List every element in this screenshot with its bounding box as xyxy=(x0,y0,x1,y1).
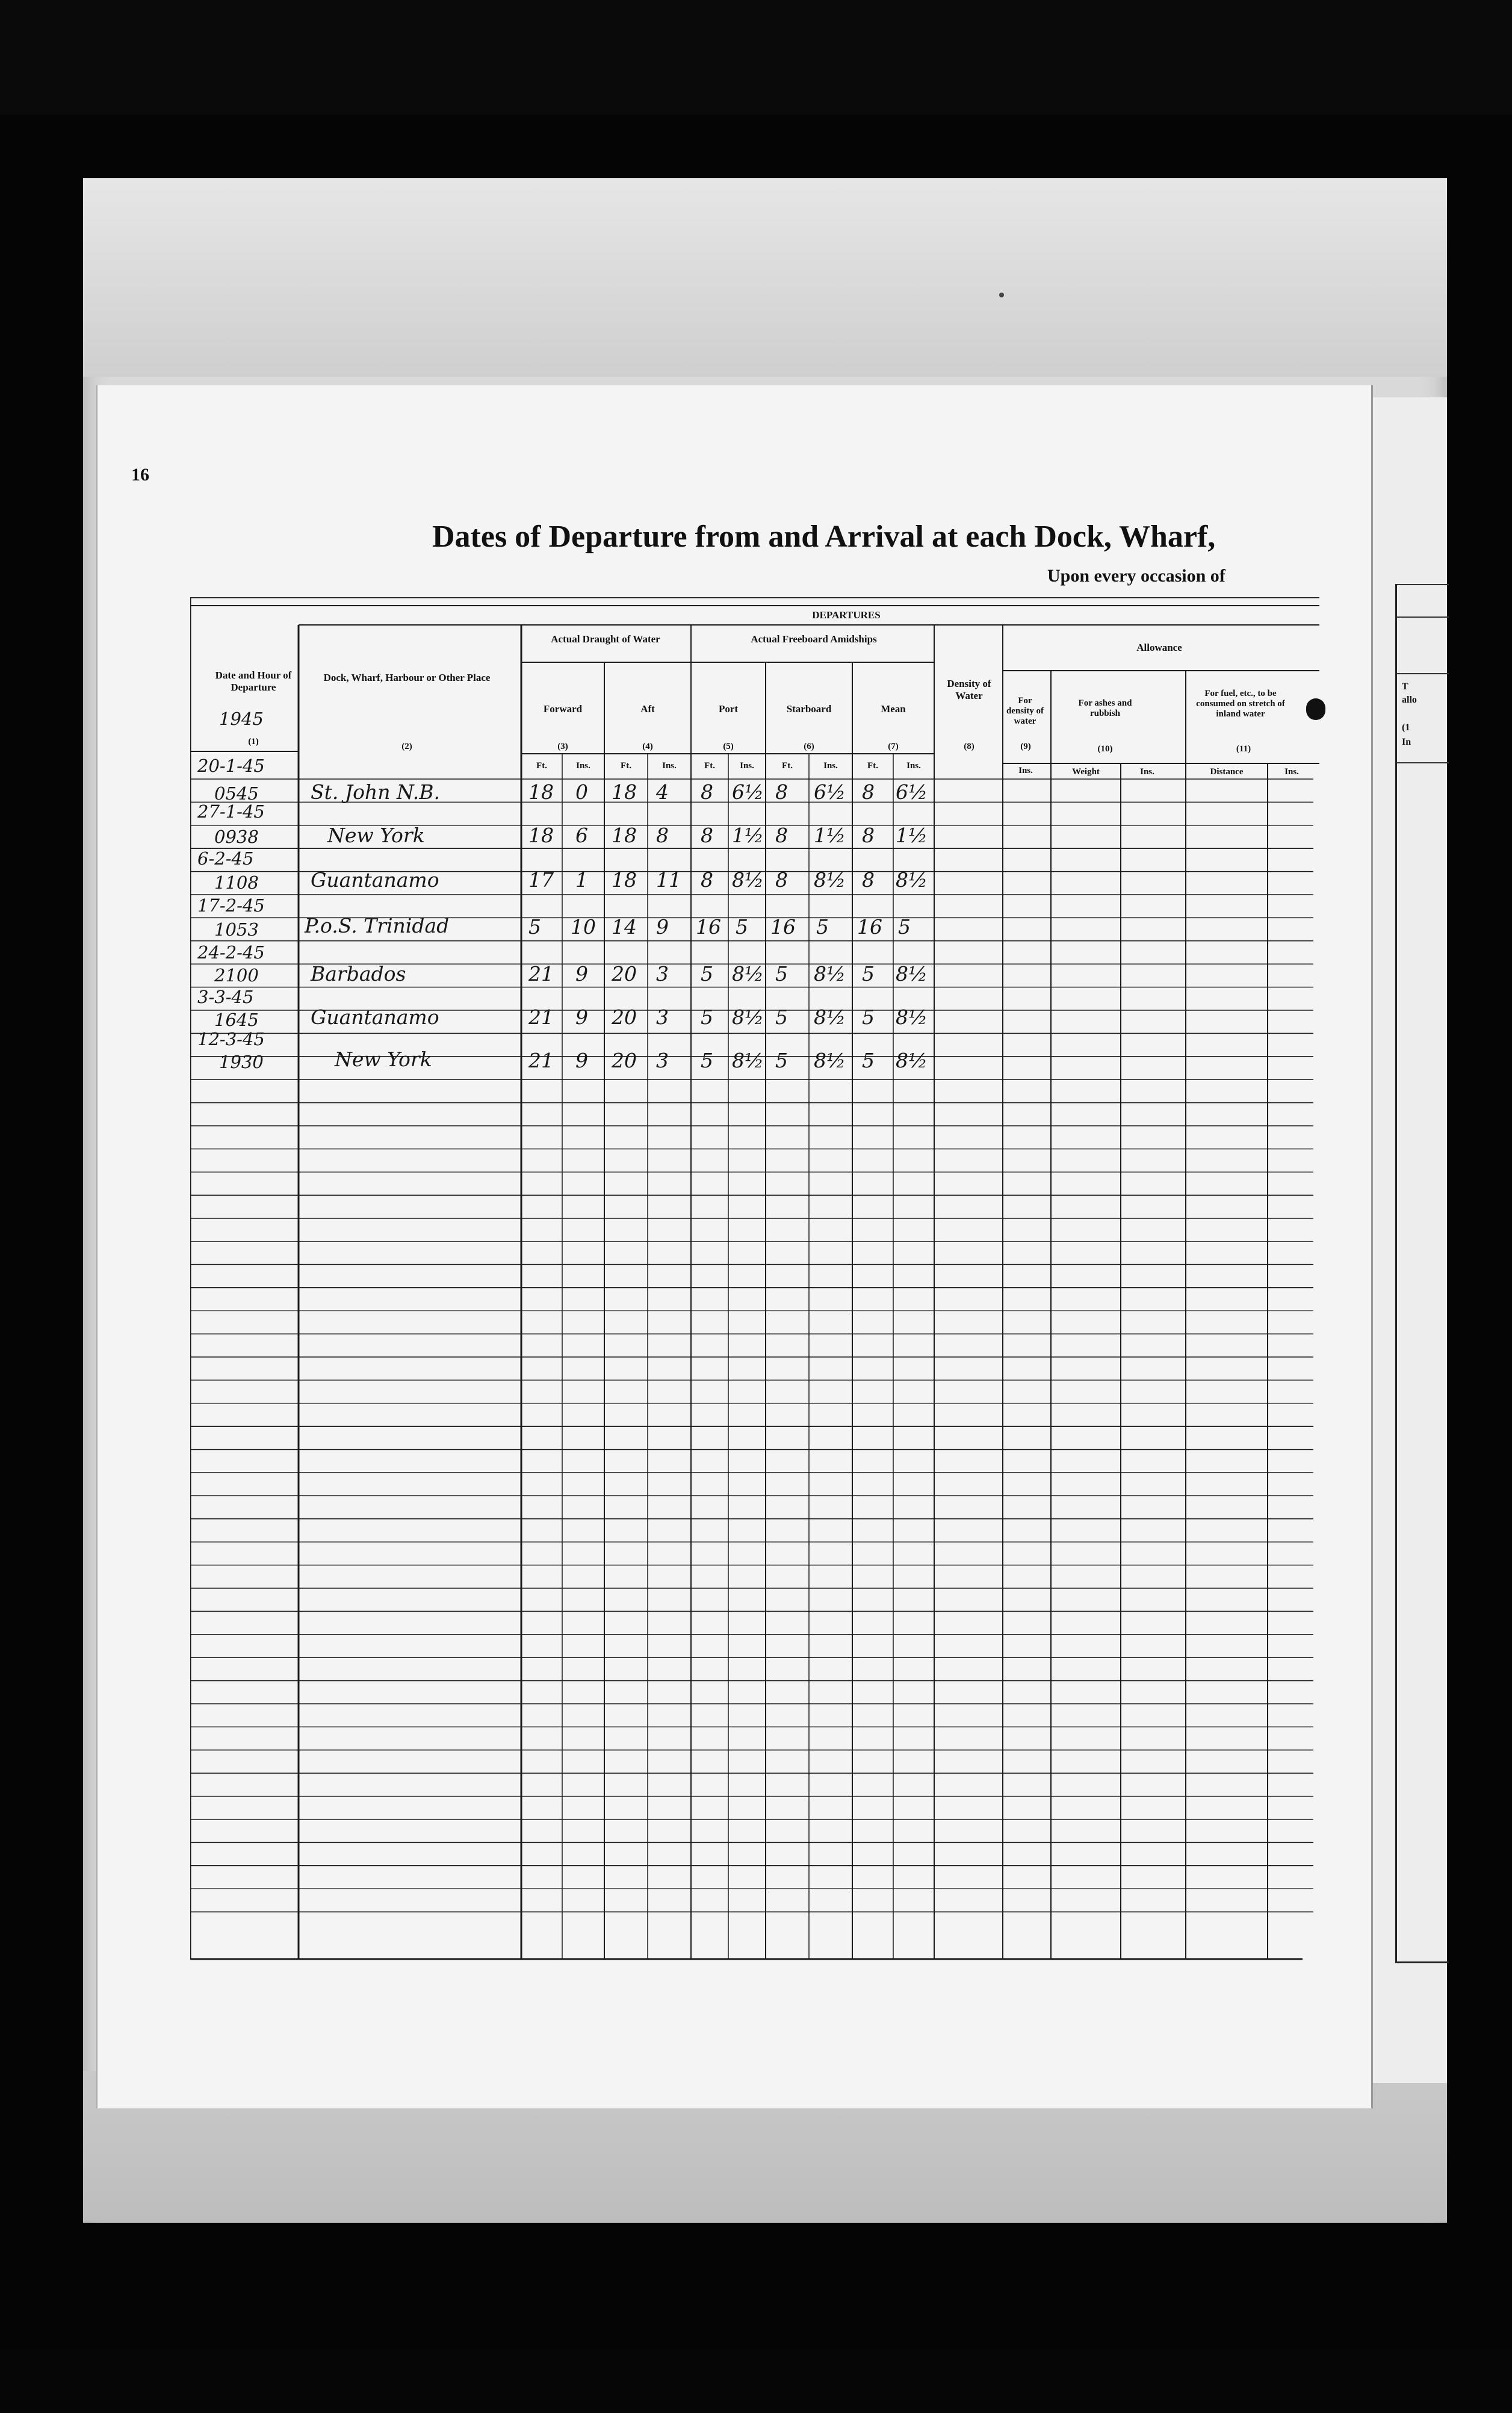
entry-date: 24-2-45 xyxy=(197,942,265,963)
entry-port-in: 8½ xyxy=(732,962,764,986)
entry-fwd-in: 9 xyxy=(575,962,588,986)
entry-stbd-in: 6½ xyxy=(814,780,846,804)
density-ins-label: Ins. xyxy=(1018,766,1033,775)
entry-port-ft: 8 xyxy=(701,780,713,804)
entry-port-in: 8½ xyxy=(732,1005,764,1029)
entry-time: 0545 xyxy=(214,783,259,804)
entry-time: 2100 xyxy=(214,965,259,986)
col-number-6: (6) xyxy=(804,742,814,751)
entry-port-in: 5 xyxy=(736,915,748,939)
entry-date: 20-1-45 xyxy=(197,756,265,776)
entry-mean-ft: 16 xyxy=(857,915,882,939)
entry-place: Guantanamo xyxy=(311,1005,439,1029)
departures-table xyxy=(190,597,1322,1970)
entry-aft-ft: 18 xyxy=(612,824,637,847)
entry-stbd-in: 8½ xyxy=(814,962,846,986)
entry-stbd-in: 8½ xyxy=(814,868,846,892)
col-number-4: (4) xyxy=(642,742,653,751)
entry-fwd-in: 1 xyxy=(575,868,588,892)
distance-label: Distance xyxy=(1210,767,1244,777)
side-fragment-text: In xyxy=(1402,737,1411,747)
draught-group-header: Actual Draught of Water xyxy=(551,633,660,645)
entry-stbd-ft: 5 xyxy=(775,1049,788,1072)
entry-place: New York xyxy=(327,824,425,847)
entry-stbd-ft: 5 xyxy=(775,1005,788,1029)
entry-fwd-ft: 18 xyxy=(528,780,554,804)
entry-fwd-ft: 21 xyxy=(528,1005,554,1029)
entry-stbd-in: 8½ xyxy=(814,1049,846,1072)
entry-aft-in: 4 xyxy=(656,780,669,804)
entry-mean-in: 8½ xyxy=(896,1049,928,1072)
entry-mean-in: 8½ xyxy=(896,868,928,892)
entry-time: 1930 xyxy=(219,1052,264,1072)
aft-header: Aft xyxy=(640,703,655,715)
entry-aft-ft: 20 xyxy=(612,962,637,986)
side-rule xyxy=(1397,762,1449,763)
entry-fwd-ft: 21 xyxy=(528,962,554,986)
punch-mark xyxy=(999,293,1004,297)
entry-date: 3-3-45 xyxy=(197,987,254,1007)
forward-header: Forward xyxy=(543,703,583,715)
entry-aft-in: 8 xyxy=(656,824,669,847)
entry-stbd-in: 1½ xyxy=(814,824,846,847)
scan-border-bottom xyxy=(0,2348,1512,2413)
entry-stbd-ft: 5 xyxy=(775,962,788,986)
entry-port-in: 6½ xyxy=(732,780,764,804)
port-ins-label: Ins. xyxy=(740,761,754,771)
entry-mean-ft: 5 xyxy=(862,1005,875,1029)
entry-aft-in: 3 xyxy=(656,1049,669,1072)
fwd-ins-label: Ins. xyxy=(576,761,590,771)
entry-aft-in: 9 xyxy=(656,915,669,939)
side-fragment-text: (1 xyxy=(1402,722,1410,733)
entry-mean-ft: 8 xyxy=(862,868,875,892)
side-rule xyxy=(1397,584,1449,585)
year-entry: 1945 xyxy=(219,709,264,729)
starboard-header: Starboard xyxy=(786,703,832,715)
entry-fwd-in: 0 xyxy=(575,780,588,804)
mean-ins-label: Ins. xyxy=(906,761,921,771)
departures-header: DEPARTURES xyxy=(812,609,881,621)
side-fragment-text: allo xyxy=(1402,695,1417,705)
col-number-5: (5) xyxy=(723,742,734,751)
aft-ft-label: Ft. xyxy=(621,761,631,771)
entry-stbd-ft: 8 xyxy=(775,780,788,804)
entry-port-in: 1½ xyxy=(732,824,764,847)
side-rule xyxy=(1397,673,1449,674)
entry-stbd-in: 5 xyxy=(816,915,829,939)
aft-ins-label: Ins. xyxy=(662,761,677,771)
col-number-2: (2) xyxy=(401,742,412,751)
port-ft-label: Ft. xyxy=(704,761,715,771)
entry-aft-in: 3 xyxy=(656,962,669,986)
entry-mean-ft: 8 xyxy=(862,780,875,804)
col-number-1: (1) xyxy=(248,737,259,747)
entry-place: New York xyxy=(335,1048,432,1071)
entry-date: 27-1-45 xyxy=(197,801,265,822)
for-fuel-header: For fuel, etc., to be consumed on stretch of inland water xyxy=(1196,689,1285,719)
entry-mean-in: 5 xyxy=(898,915,911,939)
col-number-11: (11) xyxy=(1236,744,1251,754)
entry-fwd-ft: 5 xyxy=(528,915,541,939)
entry-port-ft: 8 xyxy=(701,824,713,847)
page-number: 16 xyxy=(131,465,149,485)
entry-port-in: 8½ xyxy=(732,1049,764,1072)
side-fragment-text: T xyxy=(1402,682,1408,692)
entry-fwd-ft: 17 xyxy=(528,868,554,892)
density-header: Density of Water xyxy=(947,678,991,701)
entry-aft-ft: 18 xyxy=(612,780,637,804)
entry-fwd-ft: 21 xyxy=(528,1049,554,1072)
entry-mean-in: 8½ xyxy=(896,962,928,986)
mean-ft-label: Ft. xyxy=(867,761,878,771)
col-number-10: (10) xyxy=(1097,744,1113,754)
entry-fwd-in: 9 xyxy=(575,1005,588,1029)
fwd-ft-label: Ft. xyxy=(536,761,547,771)
entry-stbd-ft: 8 xyxy=(775,868,788,892)
entry-port-ft: 16 xyxy=(696,915,721,939)
date-hour-header: Date and Hour of Departure xyxy=(215,669,292,693)
col-number-7: (7) xyxy=(888,742,899,751)
entry-mean-ft: 5 xyxy=(862,962,875,986)
entry-aft-in: 11 xyxy=(656,868,681,892)
entry-mean-ft: 8 xyxy=(862,824,875,847)
entry-place: Barbados xyxy=(311,962,406,986)
freeboard-group-header: Actual Freeboard Amidships xyxy=(751,633,877,645)
entry-aft-ft: 20 xyxy=(612,1049,637,1072)
entry-date: 6-2-45 xyxy=(197,848,254,869)
stbd-ins-label: Ins. xyxy=(823,761,838,771)
page-subtitle: Upon every occasion of xyxy=(1047,566,1225,586)
for-ashes-header: For ashes and rubbish xyxy=(1078,698,1132,718)
port-header: Port xyxy=(718,703,739,715)
entry-place: P.o.S. Trinidad xyxy=(305,914,450,937)
entry-port-ft: 5 xyxy=(701,962,713,986)
page-title: Dates of Departure from and Arrival at each Dock, Wharf, xyxy=(432,520,1216,554)
col-number-8: (8) xyxy=(964,742,974,751)
entry-date: 17-2-45 xyxy=(197,895,265,916)
side-rule xyxy=(1397,616,1449,618)
entry-port-ft: 8 xyxy=(701,868,713,892)
entry-port-ft: 5 xyxy=(701,1005,713,1029)
entry-aft-ft: 20 xyxy=(612,1005,637,1029)
entry-time: 1645 xyxy=(214,1010,259,1030)
adjacent-page-table-fragment xyxy=(1395,584,1449,1963)
stbd-ft-label: Ft. xyxy=(782,761,793,771)
entry-mean-in: 8½ xyxy=(896,1005,928,1029)
dock-place-header: Dock, Wharf, Harbour or Other Place xyxy=(323,672,491,683)
weight-label: Weight xyxy=(1072,767,1100,777)
entry-fwd-ft: 18 xyxy=(528,824,554,847)
entry-stbd-ft: 8 xyxy=(775,824,788,847)
fuel-ins-label: Ins. xyxy=(1284,767,1299,777)
entry-mean-in: 6½ xyxy=(896,780,928,804)
entry-aft-in: 3 xyxy=(656,1005,669,1029)
entry-stbd-in: 8½ xyxy=(814,1005,846,1029)
scan-border-top xyxy=(0,0,1512,114)
entry-place: St. John N.B. xyxy=(311,780,440,804)
entry-mean-ft: 5 xyxy=(862,1049,875,1072)
entry-aft-ft: 14 xyxy=(612,915,637,939)
entry-time: 0938 xyxy=(214,827,259,847)
entry-date: 12-3-45 xyxy=(197,1029,265,1049)
entry-fwd-in: 9 xyxy=(575,1049,588,1072)
entry-port-in: 8½ xyxy=(732,868,764,892)
col-number-9: (9) xyxy=(1020,742,1031,751)
entry-time: 1053 xyxy=(214,919,259,940)
col-number-3: (3) xyxy=(557,742,568,751)
for-density-header: For density of water xyxy=(1006,696,1044,726)
entry-port-ft: 5 xyxy=(701,1049,713,1072)
entry-place: Guantanamo xyxy=(311,868,439,892)
entry-stbd-ft: 16 xyxy=(770,915,796,939)
entry-time: 1108 xyxy=(214,872,259,893)
entry-aft-ft: 18 xyxy=(612,868,637,892)
entry-mean-in: 1½ xyxy=(896,824,928,847)
ashes-ins-label: Ins. xyxy=(1140,767,1154,777)
mean-header: Mean xyxy=(881,703,906,715)
entry-fwd-in: 6 xyxy=(575,824,588,847)
entry-fwd-in: 10 xyxy=(571,915,596,939)
allowance-header: Allowance xyxy=(1136,642,1182,653)
page-shade-top xyxy=(83,178,1447,377)
